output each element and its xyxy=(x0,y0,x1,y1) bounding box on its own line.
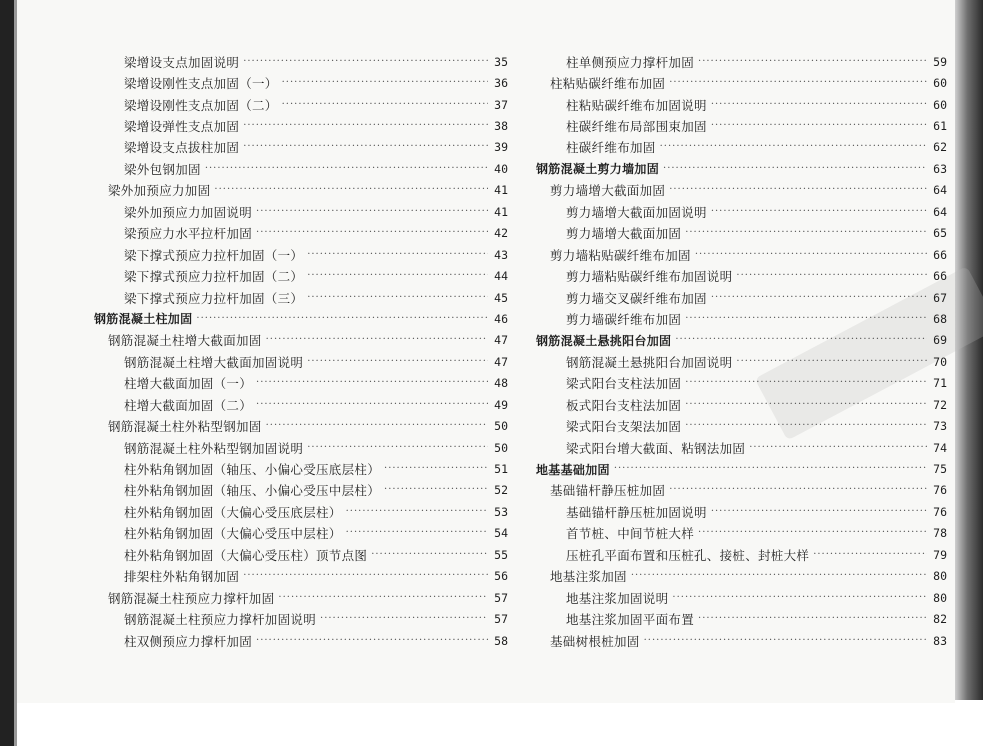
toc-page-number: 56 xyxy=(494,569,508,584)
toc-entry-title: 剪力墙交叉碳纤维布加固 xyxy=(566,290,707,306)
toc-entry-title: 剪力墙增大截面加固 xyxy=(566,226,682,242)
toc-entry[interactable] xyxy=(536,501,947,522)
toc-entry[interactable] xyxy=(94,415,508,436)
dot-leader xyxy=(243,140,488,154)
toc-entry[interactable] xyxy=(94,523,508,544)
toc-entry-title: 剪力墙粘贴碳纤维布加固 xyxy=(550,247,691,263)
toc-page-number: 62 xyxy=(933,140,947,155)
toc-entry-title: 钢筋混凝土柱外粘型钢加固说明 xyxy=(124,440,304,456)
dot-leader xyxy=(307,355,488,369)
toc-page-number: 76 xyxy=(933,504,947,519)
toc-page-number: 79 xyxy=(933,547,947,562)
toc-entry-title: 剪力墙增大截面加固说明 xyxy=(566,204,707,220)
toc-page-number: 71 xyxy=(933,376,947,391)
toc-entry[interactable] xyxy=(94,201,508,222)
dot-leader xyxy=(711,98,927,112)
toc-entry-title: 梁增设支点拔柱加固 xyxy=(124,140,240,156)
toc-page-number: 42 xyxy=(494,226,508,241)
toc-entry-title: 柱双侧预应力撑杆加固 xyxy=(124,633,253,649)
toc-entry[interactable] xyxy=(536,351,947,372)
toc-entry-title: 柱碳纤维布加固 xyxy=(566,140,656,156)
toc-page-number: 37 xyxy=(494,97,508,112)
toc-entry-title: 柱外粘角钢加固（大偏心受压底层柱） xyxy=(124,504,342,520)
toc-entry[interactable] xyxy=(536,566,947,587)
toc-entry[interactable] xyxy=(94,180,508,201)
toc-page-number: 64 xyxy=(933,183,947,198)
toc-entry-title: 压桩孔平面布置和压桩孔、接桩、封桩大样 xyxy=(566,547,810,563)
toc-entry-title: 柱外粘角钢加固（大偏心受压中层柱） xyxy=(124,526,342,542)
toc-entry-title: 梁增设弹性支点加固 xyxy=(124,119,240,135)
toc-entry[interactable] xyxy=(536,373,947,394)
dot-leader xyxy=(307,269,488,283)
toc-entry[interactable] xyxy=(536,265,947,286)
toc-page-number: 44 xyxy=(494,269,508,284)
toc-entry[interactable] xyxy=(536,115,947,136)
toc-page-number: 45 xyxy=(494,290,508,305)
toc-entry-title: 梁式阳台增大截面、粘钢法加固 xyxy=(566,440,746,456)
toc-entry[interactable] xyxy=(94,72,508,93)
toc-entry-title: 梁增设刚性支点加固（一） xyxy=(124,76,278,92)
toc-page-number: 65 xyxy=(933,226,947,241)
toc-entry[interactable] xyxy=(536,94,947,115)
toc-entry-title: 梁外加预应力加固 xyxy=(108,183,211,199)
dot-leader xyxy=(256,226,488,240)
toc-page-number: 83 xyxy=(933,633,947,648)
toc-entry[interactable] xyxy=(536,51,947,72)
dot-leader xyxy=(698,612,927,626)
dot-leader xyxy=(711,205,927,219)
dot-leader xyxy=(711,505,927,519)
toc-entry[interactable] xyxy=(536,415,947,436)
page-bottom-margin xyxy=(17,703,983,746)
dot-leader xyxy=(307,248,488,262)
toc-page-number: 41 xyxy=(494,183,508,198)
toc-entry-title: 钢筋混凝土柱预应力撑杆加固说明 xyxy=(124,612,317,628)
toc-entry[interactable] xyxy=(94,630,508,651)
toc-page-number: 68 xyxy=(933,311,947,326)
toc-entry-title: 梁式阳台支柱法加固 xyxy=(566,376,682,392)
toc-entry-title: 基础树根桩加固 xyxy=(550,633,640,649)
toc-entry[interactable] xyxy=(94,287,508,308)
toc-entry[interactable] xyxy=(536,630,947,651)
toc-entry[interactable] xyxy=(94,265,508,286)
toc-section-heading[interactable] xyxy=(536,458,947,479)
toc-entry[interactable] xyxy=(94,566,508,587)
toc-section-heading[interactable] xyxy=(536,330,947,351)
toc-entry[interactable] xyxy=(536,287,947,308)
toc-entry-title: 地基基础加固 xyxy=(536,462,610,477)
toc-entry[interactable] xyxy=(536,608,947,629)
dot-leader xyxy=(711,119,927,133)
toc-entry-title: 钢筋混凝土悬挑阳台加固 xyxy=(536,333,672,348)
dot-leader xyxy=(384,462,488,476)
dot-leader xyxy=(266,419,488,433)
toc-entry[interactable] xyxy=(94,137,508,158)
toc-page-number: 46 xyxy=(494,311,508,326)
toc-entry-title: 梁下撑式预应力拉杆加固（一） xyxy=(124,247,304,263)
toc-page-number: 70 xyxy=(933,354,947,369)
dot-leader xyxy=(614,462,927,476)
toc-page-number: 52 xyxy=(494,483,508,498)
toc-page-number: 76 xyxy=(933,483,947,498)
dot-leader xyxy=(711,291,927,305)
toc-entry-title: 柱外粘角钢加固（轴压、小偏心受压中层柱） xyxy=(124,483,381,499)
dot-leader xyxy=(282,76,488,90)
toc-entry[interactable] xyxy=(94,373,508,394)
dot-leader xyxy=(749,441,927,455)
toc-page-number: 48 xyxy=(494,376,508,391)
toc-entry[interactable] xyxy=(536,223,947,244)
toc-entry[interactable] xyxy=(536,544,947,565)
toc-entry[interactable] xyxy=(94,544,508,565)
toc-entry-title: 地基注浆加固 xyxy=(550,569,627,585)
toc-page-number: 36 xyxy=(494,76,508,91)
dot-leader xyxy=(736,355,927,369)
toc-entry[interactable] xyxy=(536,437,947,458)
dot-leader xyxy=(685,398,927,412)
toc-right-column xyxy=(536,51,947,651)
toc-entry[interactable] xyxy=(536,244,947,265)
toc-page-number: 50 xyxy=(494,419,508,434)
dot-leader xyxy=(320,612,488,626)
dot-leader xyxy=(698,55,927,69)
toc-page-number: 39 xyxy=(494,140,508,155)
dot-leader xyxy=(631,569,927,583)
toc-page-number: 35 xyxy=(494,54,508,69)
dot-leader xyxy=(669,483,927,497)
dot-leader xyxy=(813,548,927,562)
toc-entry[interactable] xyxy=(94,223,508,244)
toc-entry[interactable] xyxy=(94,458,508,479)
toc-entry[interactable] xyxy=(94,351,508,372)
toc-page-number: 74 xyxy=(933,440,947,455)
toc-entry-title: 钢筋混凝土柱增大截面加固 xyxy=(108,333,262,349)
toc-entry[interactable] xyxy=(94,480,508,501)
toc-entry[interactable] xyxy=(94,437,508,458)
toc-entry-title: 梁增设支点加固说明 xyxy=(124,54,240,70)
toc-page-number: 78 xyxy=(933,526,947,541)
toc-entry-title: 首节桩、中间节桩大样 xyxy=(566,526,695,542)
dot-leader xyxy=(205,162,488,176)
toc-entry[interactable] xyxy=(94,158,508,179)
toc-entry-title: 柱外粘角钢加固（大偏心受压柱）顶节点图 xyxy=(124,547,368,563)
toc-entry-title: 柱粘贴碳纤维布加固 xyxy=(550,76,666,92)
toc-page-number: 60 xyxy=(933,76,947,91)
dot-leader xyxy=(256,205,488,219)
toc-page-number: 82 xyxy=(933,612,947,627)
toc-page-number: 63 xyxy=(933,161,947,176)
toc-page-number: 67 xyxy=(933,290,947,305)
toc-page-number: 54 xyxy=(494,526,508,541)
dot-leader xyxy=(243,119,488,133)
toc-page-number: 51 xyxy=(494,462,508,477)
toc-page-number: 73 xyxy=(933,419,947,434)
toc-entry[interactable] xyxy=(536,394,947,415)
toc-entry[interactable] xyxy=(536,523,947,544)
toc-entry[interactable] xyxy=(94,608,508,629)
dot-leader xyxy=(282,98,488,112)
dot-leader xyxy=(278,591,488,605)
toc-section-heading[interactable] xyxy=(94,308,508,329)
toc-entry-title: 梁式阳台支架法加固 xyxy=(566,419,682,435)
toc-section-heading[interactable] xyxy=(536,158,947,179)
toc-page-number: 72 xyxy=(933,397,947,412)
toc-entry-title: 地基注浆加固平面布置 xyxy=(566,612,695,628)
toc-page-number: 61 xyxy=(933,119,947,134)
toc-entry-title: 剪力墙增大截面加固 xyxy=(550,183,666,199)
toc-entry[interactable] xyxy=(94,394,508,415)
toc-entry-title: 梁外加预应力加固说明 xyxy=(124,204,253,220)
dot-leader xyxy=(371,548,488,562)
dot-leader xyxy=(214,183,488,197)
toc-left-column xyxy=(94,51,508,651)
toc-entry[interactable] xyxy=(94,501,508,522)
dot-leader xyxy=(698,526,927,540)
scan-left-edge xyxy=(0,0,14,746)
dot-leader xyxy=(672,591,927,605)
dot-leader xyxy=(695,248,927,262)
toc-entry[interactable] xyxy=(94,94,508,115)
toc-entry-title: 柱外粘角钢加固（轴压、小偏心受压底层柱） xyxy=(124,462,381,478)
dot-leader xyxy=(266,333,488,347)
toc-entry-title: 柱增大截面加固（二） xyxy=(124,397,253,413)
dot-leader xyxy=(384,483,488,497)
dot-leader xyxy=(685,226,927,240)
toc-entry-title: 排架柱外粘角钢加固 xyxy=(124,569,240,585)
dot-leader xyxy=(675,333,927,347)
dot-leader xyxy=(644,634,927,648)
dot-leader xyxy=(307,441,488,455)
toc-page-number: 53 xyxy=(494,504,508,519)
dot-leader xyxy=(256,376,488,390)
toc-entry[interactable] xyxy=(536,72,947,93)
dot-leader xyxy=(685,376,927,390)
toc-entry-title: 剪力墙碳纤维布加固 xyxy=(566,311,682,327)
toc-page-number: 55 xyxy=(494,547,508,562)
toc-entry[interactable] xyxy=(94,51,508,72)
dot-leader xyxy=(685,419,927,433)
toc-entry-title: 柱单侧预应力撑杆加固 xyxy=(566,54,695,70)
toc-page-number: 66 xyxy=(933,269,947,284)
dot-leader xyxy=(346,505,488,519)
dot-leader xyxy=(669,183,927,197)
toc-entry-title: 柱粘贴碳纤维布加固说明 xyxy=(566,97,707,113)
toc-page-number: 49 xyxy=(494,397,508,412)
toc-entry-title: 板式阳台支柱法加固 xyxy=(566,397,682,413)
toc-page-number: 58 xyxy=(494,633,508,648)
dot-leader xyxy=(243,569,488,583)
toc-entry[interactable] xyxy=(536,308,947,329)
toc-page-number: 66 xyxy=(933,247,947,262)
dot-leader xyxy=(663,162,927,176)
toc-entry-title: 钢筋混凝土柱增大截面加固说明 xyxy=(124,354,304,370)
toc-entry-title: 梁下撑式预应力拉杆加固（二） xyxy=(124,269,304,285)
toc-entry-title: 梁外包钢加固 xyxy=(124,161,201,177)
toc-entry-title: 梁下撑式预应力拉杆加固（三） xyxy=(124,290,304,306)
toc-entry[interactable] xyxy=(94,115,508,136)
toc-entry-title: 梁增设刚性支点加固（二） xyxy=(124,97,278,113)
toc-page-number: 69 xyxy=(933,333,947,348)
dot-leader xyxy=(736,269,927,283)
toc-page-number: 59 xyxy=(933,54,947,69)
toc-entry[interactable] xyxy=(536,137,947,158)
dot-leader xyxy=(256,634,488,648)
toc-page-number: 43 xyxy=(494,247,508,262)
toc-entry[interactable] xyxy=(536,180,947,201)
toc-page-number: 80 xyxy=(933,569,947,584)
toc-page-number: 47 xyxy=(494,333,508,348)
toc-page-number: 64 xyxy=(933,204,947,219)
toc-entry[interactable] xyxy=(94,244,508,265)
toc-page-number: 80 xyxy=(933,590,947,605)
toc-entry-title: 基础锚杆静压桩加固 xyxy=(550,483,666,499)
toc-entry-title: 地基注浆加固说明 xyxy=(566,590,669,606)
toc-page-number: 75 xyxy=(933,462,947,477)
toc-page-number: 47 xyxy=(494,354,508,369)
toc-entry-title: 柱增大截面加固（一） xyxy=(124,376,253,392)
dot-leader xyxy=(243,55,488,69)
toc-page-number: 50 xyxy=(494,440,508,455)
toc-page-number: 57 xyxy=(494,612,508,627)
toc-entry[interactable] xyxy=(94,330,508,351)
toc-page-number: 41 xyxy=(494,204,508,219)
toc-entry[interactable] xyxy=(536,587,947,608)
toc-page-number: 40 xyxy=(494,161,508,176)
dot-leader xyxy=(669,76,927,90)
toc-entry-title: 剪力墙粘贴碳纤维布加固说明 xyxy=(566,269,733,285)
toc-entry[interactable] xyxy=(536,201,947,222)
toc-entry-title: 钢筋混凝土柱预应力撑杆加固 xyxy=(108,590,275,606)
toc-entry[interactable] xyxy=(536,480,947,501)
dot-leader xyxy=(256,398,488,412)
toc-entry-title: 柱碳纤维布局部围束加固 xyxy=(566,119,707,135)
toc-page-number: 60 xyxy=(933,97,947,112)
toc-entry-title: 梁预应力水平拉杆加固 xyxy=(124,226,253,242)
dot-leader xyxy=(307,291,488,305)
toc-entry-title: 基础锚杆静压桩加固说明 xyxy=(566,504,707,520)
dot-leader xyxy=(685,312,927,326)
toc-page-number: 38 xyxy=(494,119,508,134)
toc-entry[interactable] xyxy=(94,587,508,608)
dot-leader xyxy=(660,140,927,154)
dot-leader xyxy=(346,526,488,540)
toc-entry-title: 钢筋混凝土剪力墙加固 xyxy=(536,162,660,177)
toc-page-number: 57 xyxy=(494,590,508,605)
toc-entry-title: 钢筋混凝土悬挑阳台加固说明 xyxy=(566,354,733,370)
toc-entry-title: 钢筋混凝土柱外粘型钢加固 xyxy=(108,419,262,435)
dot-leader xyxy=(196,312,488,326)
toc-entry-title: 钢筋混凝土柱加固 xyxy=(94,312,193,327)
